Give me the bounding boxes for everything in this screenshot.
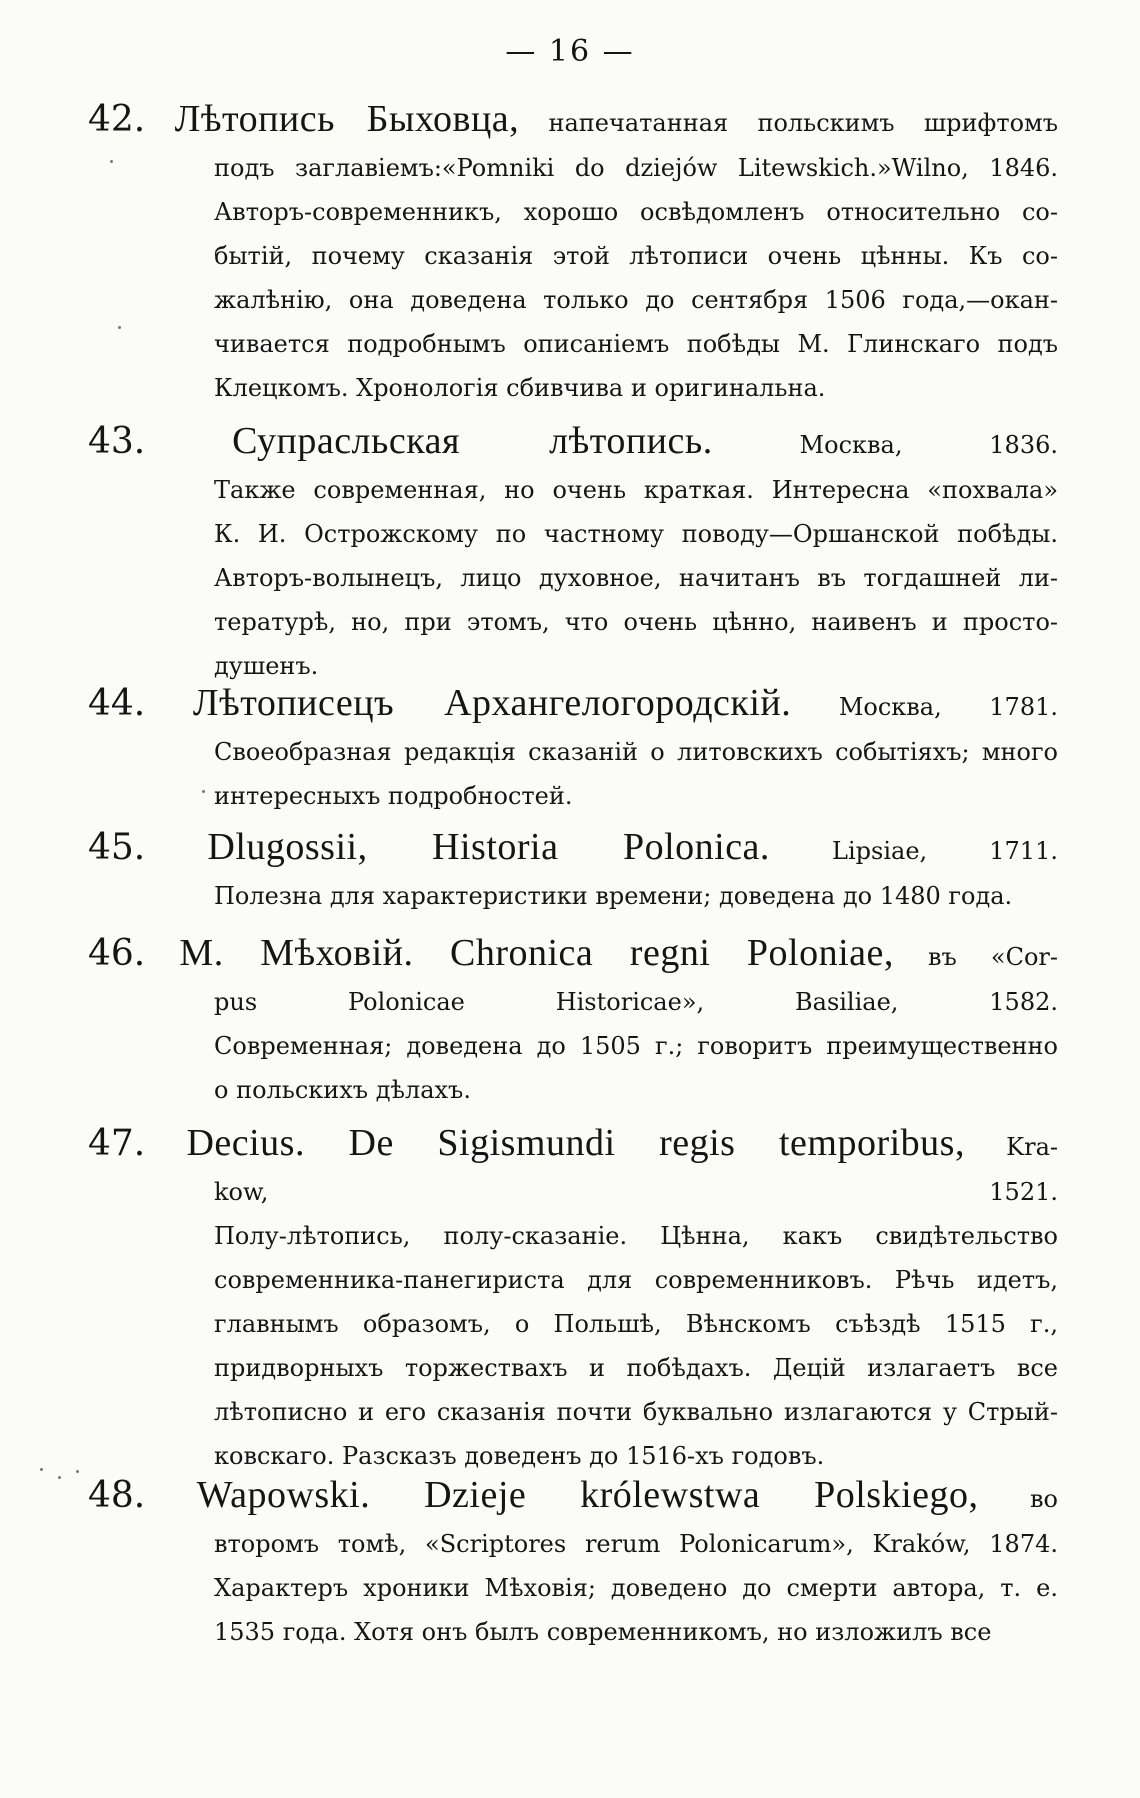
entry-text-line: жалѣнію, она доведена только до сентября 1506 года,—окан- <box>214 286 1058 314</box>
print-speck <box>40 1468 43 1471</box>
entry-heading-line <box>88 1120 1058 1170</box>
entry-number: 46. <box>88 933 146 974</box>
entry-text-line: Авторъ-современникъ, хорошо освѣдомленъ относительно со- <box>214 198 1058 226</box>
entry-number: 45. <box>88 827 146 868</box>
print-speck <box>110 160 113 163</box>
entry-text-line: лѣтописно и его сказанія почти буквально излагаются у Стрый- <box>214 1398 1058 1426</box>
entry-text-line: душенъ. <box>214 652 319 680</box>
entry-text-line: Клецкомъ. Хронологія сбивчива и оригинальна. <box>214 374 826 402</box>
entry-text-line: тературѣ, но, при этомъ, что очень цѣнно, наивенъ и просто- <box>214 608 1058 636</box>
entry-heading-tail: во <box>1030 1485 1058 1513</box>
entry-text-line: К. И. Острожскому по частному поводу—Оршанской побѣды. <box>214 520 1058 548</box>
entry-text-line: интересныхъ подробностей. <box>214 782 573 810</box>
bibliography-entry <box>88 1472 1058 1654</box>
entry-heading-tail: въ «Cor- <box>928 943 1058 971</box>
entry-text-line: чивается подробнымъ описаніемъ побѣды М. Глинскаго подъ <box>214 330 1058 358</box>
entry-text-line: Полезна для характеристики времени; доведена до 1480 года. <box>214 882 1013 910</box>
entry-number: 43. <box>88 421 146 462</box>
entry-title: М. Мѣховій. Chronica regni Poloniae, <box>179 932 894 974</box>
entry-text-line: Авторъ-волынецъ, лицо духовное, начитанъ въ тогдашней ли- <box>214 564 1058 592</box>
entry-number: 42. <box>88 99 146 140</box>
print-speck <box>118 326 121 329</box>
entry-body <box>88 468 1058 688</box>
entry-title: Лѣтописецъ Архангелогородскій. <box>192 682 792 724</box>
entry-heading-tail: напечатанная польскимъ шрифтомъ <box>548 109 1058 137</box>
entry-number: 48. <box>88 1475 146 1516</box>
bibliography-entry <box>88 96 1058 410</box>
entry-body <box>88 980 1058 1112</box>
entry-text-line: второмъ томѣ, «Scriptores rerum Polonicarum», Kraków, 1874. <box>214 1530 1058 1558</box>
entry-text-line: о польскихъ дѣлахъ. <box>214 1076 471 1104</box>
entry-body <box>88 1522 1058 1654</box>
entry-body <box>88 730 1058 818</box>
entry-text-line: Современная; доведена до 1505 г.; говоритъ преимущественно <box>214 1032 1058 1060</box>
entry-text-line: Характеръ хроники Мѣховія; доведено до смерти автора, т. е. <box>214 1574 1058 1602</box>
entry-body <box>88 146 1058 410</box>
entry-text-line: kow, 1521. <box>214 1178 1058 1206</box>
entry-heading-tail: Kra- <box>1006 1133 1058 1161</box>
entry-body <box>88 1170 1058 1478</box>
bibliography-entry <box>88 418 1058 688</box>
entry-text-line: 1535 года. Хотя онъ былъ современникомъ, но изложилъ все <box>214 1618 992 1646</box>
entry-text-line: придворныхъ торжествахъ и побѣдахъ. Децій излагаетъ все <box>214 1354 1058 1382</box>
entry-text-line: Своеобразная редакція сказаній о литовскихъ событіяхъ; много <box>214 738 1058 766</box>
entry-heading-tail: Lipsiae, 1711. <box>832 837 1058 865</box>
print-speck <box>76 1470 79 1473</box>
entry-number: 44. <box>88 683 146 724</box>
entry-title: Супрасльская лѣтопись. <box>232 420 713 462</box>
entry-heading-line <box>88 824 1058 874</box>
entry-heading-line <box>88 96 1058 146</box>
entry-title: Dlugossii, Historia Polonica. <box>207 826 770 868</box>
entry-number: 47. <box>88 1123 146 1164</box>
bibliography-entry <box>88 680 1058 818</box>
entry-text-line: Также современная, но очень краткая. Интересна «похвала» <box>214 476 1058 504</box>
entry-title: Лѣтопись Быховца, <box>174 98 520 140</box>
page-number: — 16 — <box>505 34 635 69</box>
entry-text-line: pus Polonicae Historicae», Basiliae, 1582. <box>214 988 1058 1016</box>
entry-title: Decius. De Sigismundi regis temporibus, <box>186 1122 965 1164</box>
entry-text-line: ковскаго. Разсказъ доведенъ до 1516-хъ годовъ. <box>214 1442 825 1470</box>
print-speck <box>58 1476 61 1479</box>
entry-heading-line <box>88 1472 1058 1522</box>
entry-heading-line <box>88 930 1058 980</box>
entry-heading-line <box>88 680 1058 730</box>
print-speck <box>202 790 205 793</box>
entry-text-line: главнымъ образомъ, о Польшѣ, Вѣнскомъ съѣздѣ 1515 г., <box>214 1310 1058 1338</box>
bibliography-entry <box>88 930 1058 1112</box>
entry-text-line: современника-панегириста для современниковъ. Рѣчь идетъ, <box>214 1266 1058 1294</box>
bibliography-entry <box>88 824 1058 918</box>
entry-heading-line <box>88 418 1058 468</box>
entry-text-line: подъ заглавіемъ:«Pomniki do dziejów Litewskich.»Wilno, 1846. <box>214 154 1058 182</box>
entry-text-line: Полу-лѣтопись, полу-сказаніе. Цѣнна, какъ свидѣтельство <box>214 1222 1058 1250</box>
bibliography-entry <box>88 1120 1058 1478</box>
entry-text-line: бытій, почему сказанія этой лѣтописи очень цѣнны. Къ со- <box>214 242 1058 270</box>
entry-heading-tail: Москва, 1781. <box>838 693 1058 721</box>
entry-body <box>88 874 1058 918</box>
entry-title: Wapowski. Dzieje królewstwa Polskiego, <box>196 1474 979 1516</box>
entry-heading-tail: Москва, 1836. <box>799 431 1058 459</box>
